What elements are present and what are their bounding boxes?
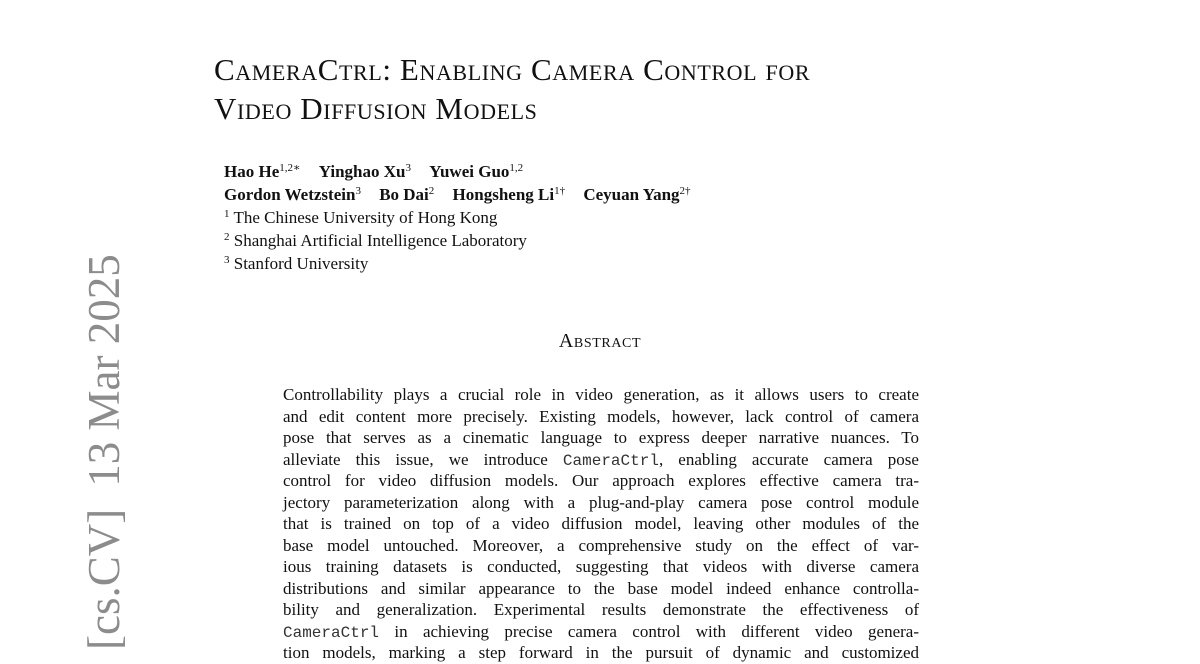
author-row-2 — [224, 183, 705, 206]
abstract-line: ious training datasets is conducted, suggesting that videos with diverse camera — [283, 557, 919, 576]
arxiv-stamp — [79, 254, 129, 650]
abstract-line: that is trained on top of a video diffusion model, leaving other modules of the — [283, 514, 919, 533]
abstract-line: and edit content more precisely. Existing models, however, lack control of camera — [283, 406, 919, 426]
author-name: Ceyuan Yang$^{2\dagger}$ — [583, 185, 691, 204]
abstract-line: alleviate this issue, we introduce CameraCtrl, enabling accurate camera pose — [283, 449, 919, 470]
abstract-line: Controllability plays a crucial role in video generation, as it allows users to create — [283, 385, 919, 404]
paper-title — [214, 50, 1114, 128]
affiliation: $^1$ The Chinese University of Hong Kong — [224, 208, 498, 227]
author-name: Yuwei Guo$^{1,2}$ — [429, 162, 524, 181]
abstract-line: tion models, marking a step forward in the pursuit of dynamic and customized — [283, 643, 919, 662]
abstract-line: distributions and similar appearance to the base model indeed enhance controlla- — [283, 578, 919, 598]
system-name: CameraCtrl — [562, 451, 659, 470]
author-name: Hao $He^{1,2∗}$ — [224, 162, 301, 181]
author-name: Bo Dai$^2$ — [379, 185, 435, 204]
arxiv-date: 13 Mar 2025 — [79, 254, 129, 487]
title-line-1: CameraCtrl: Enabling Camera Control for — [214, 52, 811, 87]
abstract-line: jectory parameterization along with a plug-and-play camera pose control module — [283, 492, 919, 512]
author-name: Gordon Wetzstein$^3$ — [224, 185, 361, 204]
abstract-line: bility and generalization. Experimental results demonstrate the effectiveness of — [283, 600, 919, 619]
abstract-body — [283, 384, 919, 664]
title-line-2: Video Diffusion Models — [214, 91, 538, 126]
abstract-heading: Abstract — [558, 330, 642, 352]
author-row-1 — [224, 160, 705, 183]
abstract-line: pose that serves as a cinematic language to express deeper narrative nuances. To — [283, 428, 919, 447]
arxiv-category: [cs.CV] — [79, 508, 129, 650]
affiliation: $^2$ Shanghai Artificial Intelligence Laboratory — [224, 231, 527, 250]
affiliation: $^3$ Stanford University — [224, 254, 369, 273]
author-name: Yinghao Xu$^3$ — [318, 162, 411, 181]
author-name: Hongsheng $Li^{1\dagger}$ — [452, 185, 566, 204]
abstract-line: CameraCtrl in achieving precise camera control with different video genera- — [283, 621, 919, 642]
abstract-line: control for video diffusion models. Our approach explores effective camera tra- — [283, 471, 919, 490]
author-block — [224, 160, 705, 275]
system-name: CameraCtrl — [283, 623, 380, 642]
abstract-line: base model untouched. Moreover, a comprehensive study on the effect of var- — [283, 535, 919, 555]
